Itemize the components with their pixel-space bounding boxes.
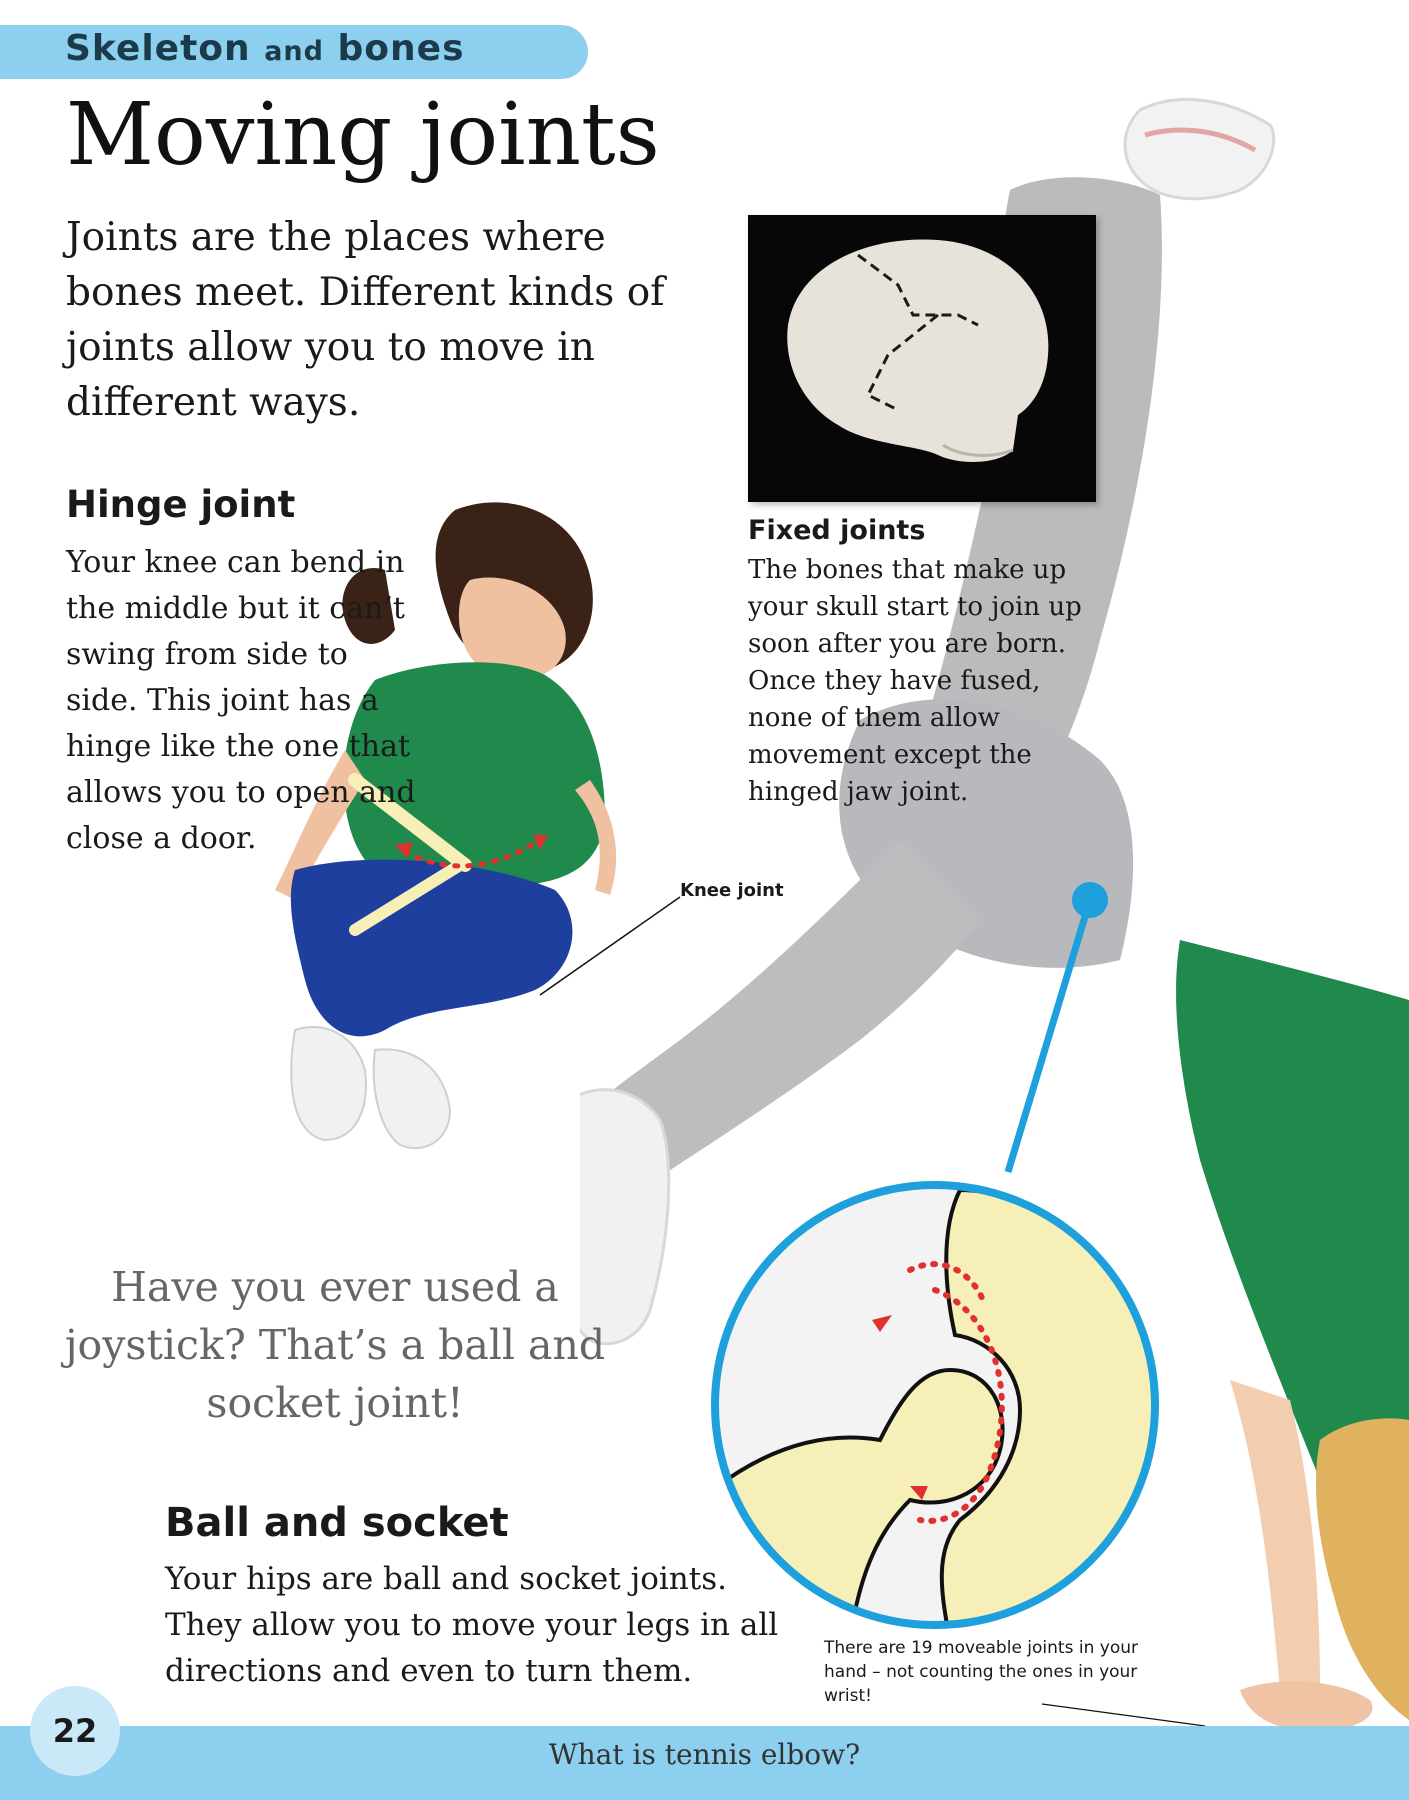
skull-photo — [748, 215, 1096, 502]
joystick-quote: Have you ever used a joystick? That’s a ball and socket joint! — [64, 1263, 606, 1427]
fixed-joints-text: The bones that make up your skull start to join up soon after you are born. Once they have fused, none of them allow movement except the hinged jaw joint. — [748, 555, 1082, 807]
hand-joints-caption: There are 19 moveable joints in your hand – not counting the ones in your wrist! — [824, 1638, 1138, 1706]
page-title: Moving joints — [66, 85, 660, 185]
ball-and-socket-text: Your hips are ball and socket joints. They allow you to move your legs in all directions and even to turn them. — [165, 1561, 779, 1689]
page-number: 22 — [52, 1712, 98, 1750]
hinge-joint-heading: Hinge joint — [66, 483, 296, 526]
intro-text: Joints are the places where bones meet. Different kinds of joints allow you to move in different ways. — [66, 215, 665, 425]
hip-pointer-line — [990, 880, 1110, 1180]
ball-and-socket-heading: Ball and socket — [165, 1500, 509, 1546]
section-label — [65, 28, 465, 69]
section-label-part1: Skeleton — [65, 28, 251, 69]
footer-question: What is tennis elbow? — [548, 1738, 861, 1771]
section-label-part2: and — [264, 36, 324, 67]
knee-joint-label: Knee joint — [680, 880, 784, 901]
fixed-joints-heading: Fixed joints — [748, 515, 926, 546]
skull-illustration — [748, 215, 1096, 502]
section-label-part3: bones — [337, 28, 465, 69]
knee-pointer-line — [530, 895, 690, 1005]
page-number-badge — [30, 1686, 120, 1776]
hinge-joint-text: Your knee can bend in the middle but it can’t swing from side to side. This joint has a hinge like the one that allows you to open and close a door. — [66, 545, 416, 856]
